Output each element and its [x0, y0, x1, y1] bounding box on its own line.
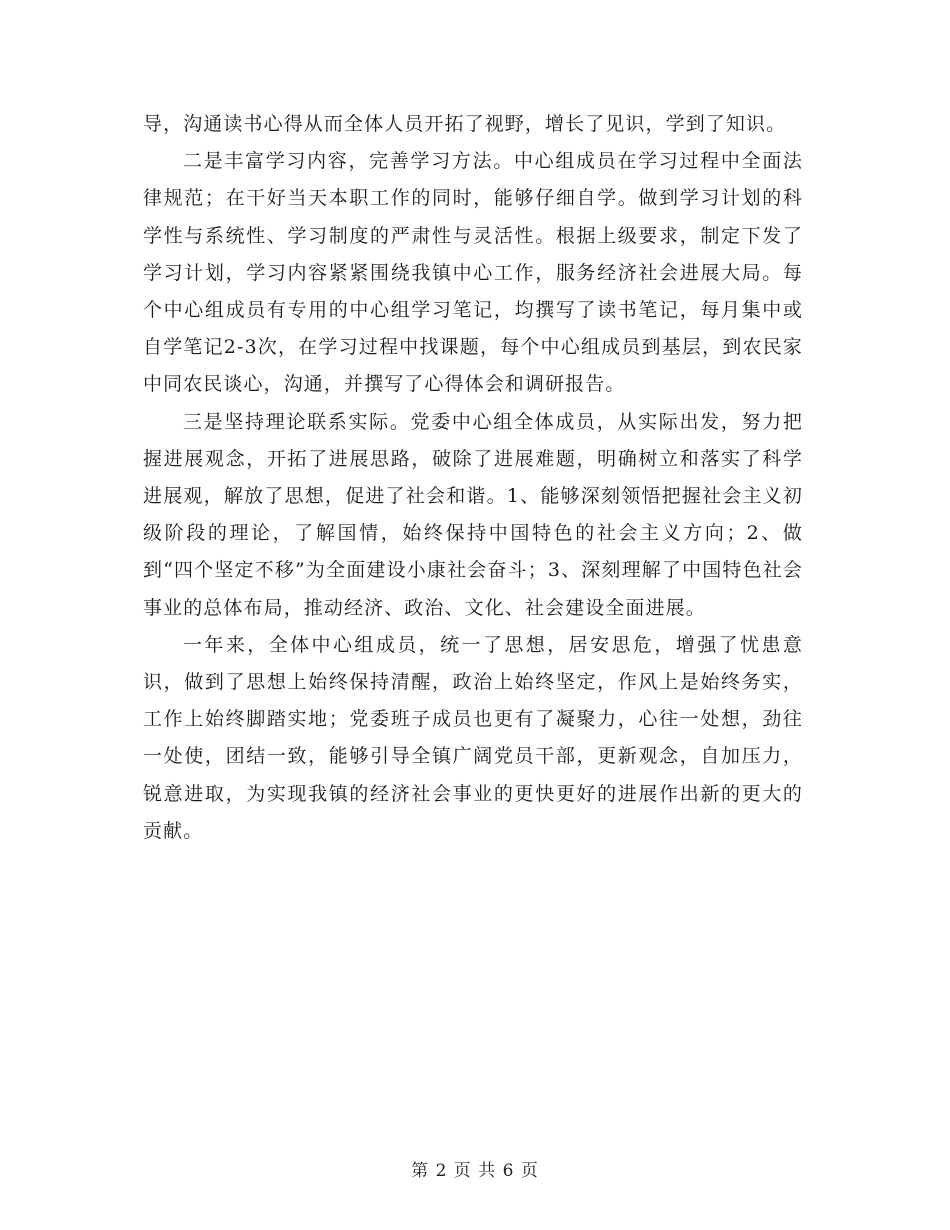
paragraph-2: 二是丰富学习内容，完善学习方法。中心组成员在学习过程中全面法律规范；在干好当天本职工作的同时，能够仔细自学。做到学习计划的科学性与系统性、学习制度的严肃性与灵活性。根据上级要求，制定下发了学习计划，学习内容紧紧围绕我镇中心工作，服务经济社会进展大局。每个中心组成员有专用的中心组学习笔记，均撰写了读书笔记，每月集中或自学笔记2-3次，在学习过程中找课题，每个中心组成员到基层，到农民家中同农民谈心，沟通，并撰写了心得体会和调研报告。: [143, 150, 803, 396]
document-body: [143, 106, 803, 850]
paragraph-1: 导，沟通读书心得从而全体人员开拓了视野，增长了见识，学到了知识。: [143, 113, 787, 135]
page-number: 第 2 页 共 6 页: [411, 1161, 539, 1181]
paragraph-3: 三是坚持理论联系实际。党委中心组全体成员，从实际出发，努力把握进展观念，开拓了进展思路，破除了进展难题，明确树立和落实了科学进展观，解放了思想，促进了社会和谐。1、能够深刻领悟把握社会主义初级阶段的理论，了解国情，始终保持中国特色的社会主义方向；2、做到“四个坚定不移”为全面建设小康社会奋斗；3、深刻理解了中国特色社会事业的总体布局，推动经济、政治、文化、社会建设全面进展。: [143, 410, 803, 619]
paragraph-4: 一年来，全体中心组成员，统一了思想，居安思危，增强了忧患意识，做到了思想上始终保持清醒，政治上始终坚定，作风上是始终务实，工作上始终脚踏实地；党委班子成员也更有了凝聚力，心往一处想，劲往一处使，团结一致，能够引导全镇广阔党员干部，更新观念，自加压力，锐意进取，为实现我镇的经济社会事业的更快更好的进展作出新的更大的贡献。: [143, 633, 803, 842]
